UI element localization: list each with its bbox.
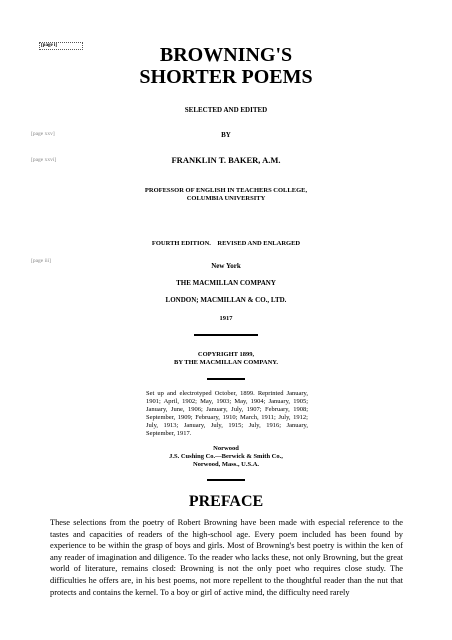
copyright-line-1: COPYRIGHT 1899,: [197, 351, 255, 358]
divider-rule: [207, 378, 245, 380]
printer-line-2: J.S. Cushing Co.—Berwick & Smith Co.,: [169, 453, 283, 460]
publisher-name: THE MACMILLAN COMPANY: [176, 279, 276, 287]
margin-note-page-iii: [page iii]: [31, 258, 52, 264]
divider-rule: [194, 334, 258, 336]
publication-place: New York: [211, 262, 241, 270]
book-title-line-2: SHORTER POEMS: [139, 66, 313, 88]
printer-line-3: Norwood, Mass., U.S.A.: [192, 461, 260, 468]
publisher-london: LONDON; MACMILLAN & CO., LTD.: [165, 296, 287, 304]
preface-heading: PREFACE: [188, 493, 264, 510]
by-line: BY: [221, 131, 231, 139]
printer-line-1: Norwood: [213, 445, 239, 452]
selected-and-edited: SELECTED AND EDITED: [184, 106, 268, 114]
book-title-line-1: BROWNING'S: [159, 44, 293, 66]
divider-rule: [207, 479, 245, 481]
editor-name: FRANKLIN T. BAKER, A.M.: [171, 155, 281, 165]
editor-affiliation-line-1: PROFESSOR OF ENGLISH IN TEACHERS COLLEGE,: [144, 187, 308, 194]
printing-history: Set up and electrotyped October, 1899. Reprinted January, 1901; April, 1902; May, 1903; May, 1904; January, 1905; January, June, 1906; January, July, 1907; February, 1908; September, 1909; February, 1910; March, 1911; July, 1912; July, 1913; January, July, 1915; July, 1916; January, September, 1917.: [146, 390, 308, 437]
editor-affiliation-line-2: COLUMBIA UNIVERSITY: [186, 195, 266, 202]
margin-note-page-xxv: [page xxv]: [31, 131, 55, 137]
page-number-tag: [page i]: [39, 42, 83, 50]
preface-paragraph: These selections from the poetry of Robert Browning have been made with especial reference to the tastes and capacities of readers of the high-school age. Every poem included has been found by experience to be within the grasp of boys and girls. Most of Browning's best poetry is within the ken of any reader of imagination and diligence. To the reader who lacks these, not only Browning, but the great world of literature, remains closed: Browning is not the only poet who requires close study. The difficulties he offers are, in his best poems, not more repellent to the thoughtful reader than the nut that protects and contains the kernel. To a boy or girl of active mind, the difficulty need rarely: [50, 518, 403, 597]
copyright-line-2: BY THE MACMILLAN COMPANY.: [173, 359, 278, 366]
edition-statement: FOURTH EDITION. REVISED AND ENLARGED: [151, 240, 301, 247]
publication-year: 1917: [219, 315, 233, 322]
margin-note-page-xxvi: [page xxvi]: [31, 157, 57, 163]
